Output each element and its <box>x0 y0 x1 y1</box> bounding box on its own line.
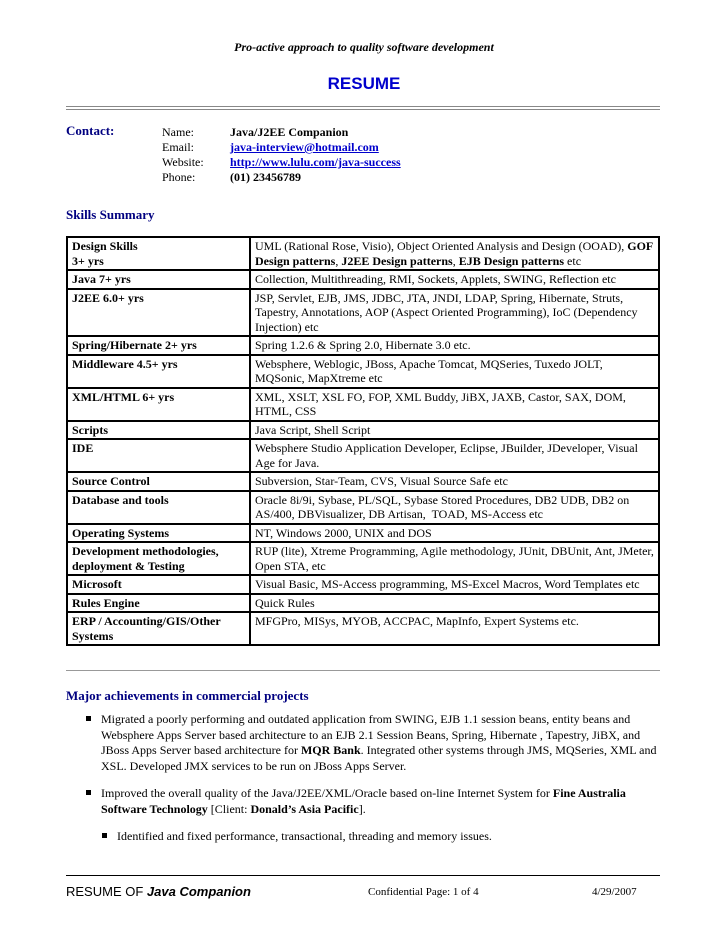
skills-row <box>67 524 659 543</box>
skill-detail: Quick Rules <box>250 594 659 613</box>
skill-category: IDE <box>67 439 250 472</box>
contact-row-email <box>162 140 401 155</box>
skill-detail: Oracle 8i/9i, Sybase, PL/SQL, Sybase Stored Procedures, DB2 UDB, DB2 on AS/400, DBVisualizer, DB Artisan, TOAD, MS-Access etc <box>250 491 659 524</box>
skill-category: Java 7+ yrs <box>67 270 250 289</box>
page-title: RESUME <box>327 74 401 93</box>
website-link[interactable]: http://www.lulu.com/java-success <box>230 155 401 169</box>
skill-detail: Subversion, Star-Team, CVS, Visual Source Safe etc <box>250 472 659 491</box>
skills-heading: Skills Summary <box>66 207 155 222</box>
skill-category: Rules Engine <box>67 594 250 613</box>
skill-detail: Visual Basic, MS-Access programming, MS-Excel Macros, Word Templates etc <box>250 575 659 594</box>
skills-row <box>67 439 659 472</box>
footer-prefix: RESUME OF <box>66 884 147 899</box>
skills-row <box>67 575 659 594</box>
skill-detail: MFGPro, MISys, MYOB, ACCPAC, MapInfo, Expert Systems etc. <box>250 612 659 645</box>
skill-category: J2EE 6.0+ yrs <box>67 289 250 337</box>
contact-row-phone <box>162 170 401 185</box>
skills-row <box>67 421 659 440</box>
contact-key: Phone: <box>162 170 196 184</box>
contact-row-website <box>162 155 401 170</box>
skill-detail: JSP, Servlet, EJB, JMS, JDBC, JTA, JNDI, LDAP, Spring, Hibernate, Struts, Tapestry, Annotations, AOP (Aspect Oriented Programming), IoC (Dependency Injection) etc <box>250 289 659 337</box>
footer-date: 4/29/2007 <box>592 886 637 898</box>
skills-row <box>67 289 659 337</box>
skill-category: Design Skills 3+ yrs <box>67 237 250 270</box>
skills-row <box>67 355 659 388</box>
skill-detail: XML, XSLT, XSL FO, FOP, XML Buddy, JiBX, JAXB, Castor, SAX, DOM, HTML, CSS <box>250 388 659 421</box>
skills-row <box>67 542 659 575</box>
contact-key: Name: <box>162 125 194 139</box>
skills-row <box>67 237 659 270</box>
skills-row <box>67 472 659 491</box>
skills-row <box>67 336 659 355</box>
footer-name: Java Companion <box>146 884 251 899</box>
skills-row <box>67 594 659 613</box>
skill-category: Operating Systems <box>67 524 250 543</box>
bullet-icon <box>86 790 91 795</box>
skills-row <box>67 491 659 524</box>
footer-divider <box>66 875 660 876</box>
section-divider <box>66 670 660 671</box>
skill-category: XML/HTML 6+ yrs <box>67 388 250 421</box>
contact-key: Website: <box>162 155 204 169</box>
contact-label: Contact: <box>66 123 115 138</box>
footer-page-info: Confidential Page: 1 of 4 <box>368 886 479 898</box>
skill-category: ERP / Accounting/GIS/Other Systems <box>67 612 250 645</box>
skill-detail: UML (Rational Rose, Visio), Object Oriented Analysis and Design (OOAD), GOF Design patterns, J2EE Design patterns, EJB Design patterns etc <box>250 237 659 270</box>
skill-category: Database and tools <box>67 491 250 524</box>
skill-category: Microsoft <box>67 575 250 594</box>
skill-detail: RUP (lite), Xtreme Programming, Agile methodology, JUnit, DBUnit, Ant, JMeter, Open STA, etc <box>250 542 659 575</box>
achievement-text: Identified and fixed performance, transactional, threading and memory issues. <box>117 829 492 843</box>
achievement-subitem <box>102 829 660 845</box>
contact-row-name <box>162 125 401 140</box>
skill-detail: NT, Windows 2000, UNIX and DOS <box>250 524 659 543</box>
bullet-icon <box>86 716 91 721</box>
achievement-text: Migrated a poorly performing and outdated application from SWING, EJB 1.1 session beans, entity beans and Websphere Apps Server based architecture to an EJB 2.1 Session Beans, Spring, Hibernate , Tapestry, JiBX, and JBoss Apps Server based architecture for MQR Bank. Integrated other systems through JMS, MQSeries, XML and XSL. Developed JMX services to be run on JBoss Apps Server. <box>101 712 657 773</box>
footer-resume-of <box>66 884 251 899</box>
skill-detail: Collection, Multithreading, RMI, Sockets, Applets, SWING, Reflection etc <box>250 270 659 289</box>
skill-detail: Java Script, Shell Script <box>250 421 659 440</box>
contact-name-value: Java/J2EE Companion <box>230 125 349 139</box>
achievements-heading: Major achievements in commercial projects <box>66 688 309 703</box>
achievement-item <box>86 712 660 774</box>
skills-table <box>66 236 660 646</box>
skill-category: Middleware 4.5+ yrs <box>67 355 250 388</box>
skill-category: Spring/Hibernate 2+ yrs <box>67 336 250 355</box>
skill-category: Development methodologies, deployment & Testing <box>67 542 250 575</box>
skills-row <box>67 612 659 645</box>
achievement-text: Improved the overall quality of the Java/J2EE/XML/Oracle based on-line Internet System for Fine Australia Software Technology [Client: Donald’s Asia Pacific]. <box>101 786 626 816</box>
skill-category: Scripts <box>67 421 250 440</box>
skill-detail: Websphere, Weblogic, JBoss, Apache Tomcat, MQSeries, Tuxedo JOLT, MQSonic, MapXtreme etc <box>250 355 659 388</box>
skills-row <box>67 270 659 289</box>
skill-detail: Websphere Studio Application Developer, Eclipse, JBuilder, JDeveloper, Visual Age for Java. <box>250 439 659 472</box>
contact-details <box>162 125 401 185</box>
tagline: Pro-active approach to quality software development <box>234 40 494 54</box>
achievement-item <box>86 786 660 817</box>
skills-row <box>67 388 659 421</box>
skill-detail: Spring 1.2.6 & Spring 2.0, Hibernate 3.0 etc. <box>250 336 659 355</box>
contact-phone-value: (01) 23456789 <box>230 170 301 184</box>
skills-table-body <box>67 237 659 645</box>
skill-category: Source Control <box>67 472 250 491</box>
email-link[interactable]: java-interview@hotmail.com <box>230 140 379 154</box>
contact-key: Email: <box>162 140 194 154</box>
bullet-icon <box>102 833 107 838</box>
header-divider <box>66 106 660 110</box>
